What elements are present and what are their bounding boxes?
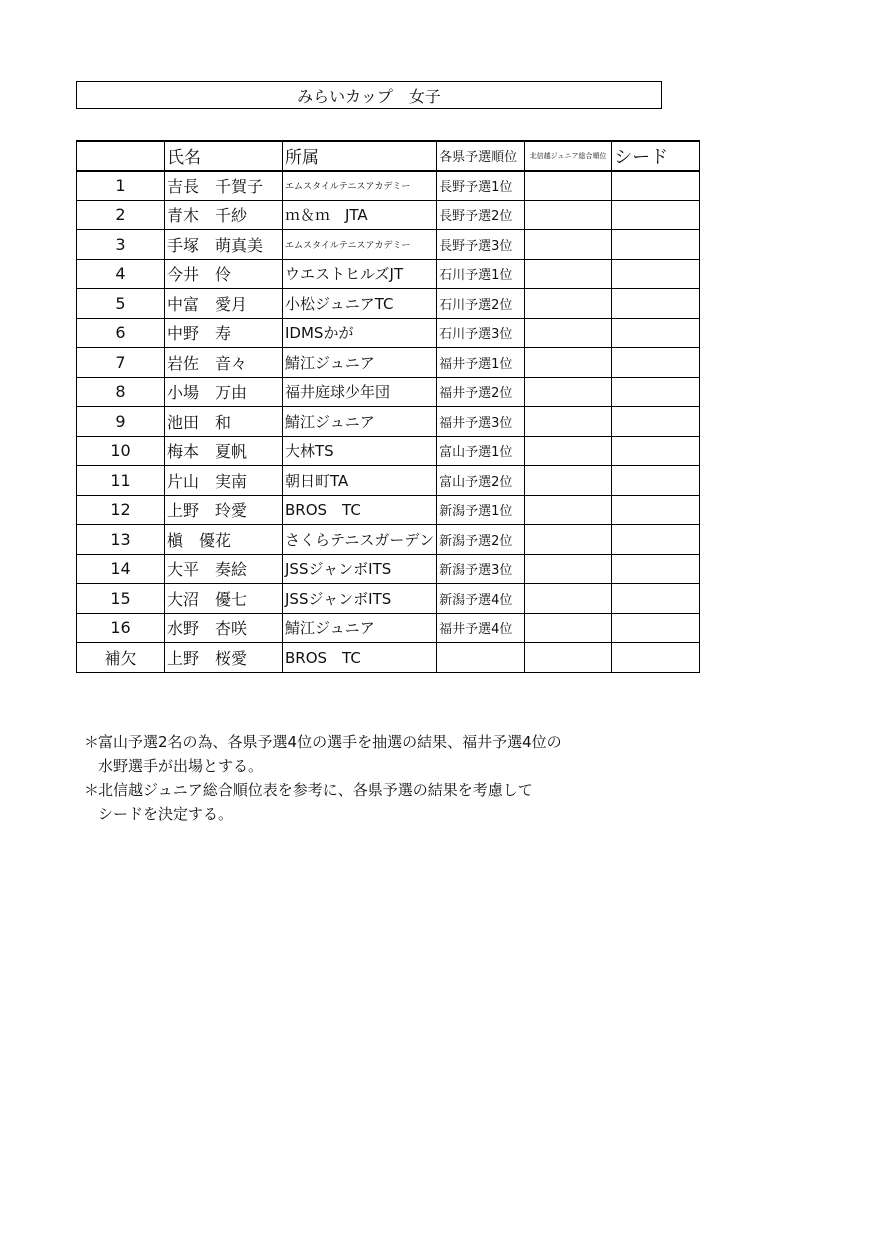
cell-affiliation: 鯖江ジュニア bbox=[283, 407, 437, 437]
cell-seed bbox=[612, 318, 700, 348]
table-row bbox=[77, 318, 700, 348]
cell-affiliation: さくらテニスガーデン bbox=[283, 525, 437, 555]
cell-hokushinetsu-rank bbox=[525, 584, 612, 614]
cell-prefecture-rank: 福井予選3位 bbox=[437, 407, 525, 437]
cell-prefecture-rank: 新潟予選4位 bbox=[437, 584, 525, 614]
cell-name: 手塚 萌真美 bbox=[165, 230, 283, 260]
cell-seed bbox=[612, 525, 700, 555]
cell-seed bbox=[612, 289, 700, 319]
cell-seed bbox=[612, 230, 700, 260]
cell-hokushinetsu-rank bbox=[525, 554, 612, 584]
cell-prefecture-rank: 石川予選3位 bbox=[437, 318, 525, 348]
table-row bbox=[77, 289, 700, 319]
cell-affiliation: 鯖江ジュニア bbox=[283, 348, 437, 378]
cell-seed bbox=[612, 613, 700, 643]
cell-affiliation: ｍ＆ｍ JTA bbox=[283, 200, 437, 230]
cell-affiliation: エムスタイルテニスアカデミー bbox=[283, 230, 437, 260]
cell-seed bbox=[612, 495, 700, 525]
cell-number: 1 bbox=[77, 171, 165, 201]
cell-number: 7 bbox=[77, 348, 165, 378]
cell-name: 梅本 夏帆 bbox=[165, 436, 283, 466]
table-row bbox=[77, 554, 700, 584]
header-affiliation: 所属 bbox=[283, 141, 437, 171]
cell-affiliation: エムスタイルテニスアカデミー bbox=[283, 171, 437, 201]
cell-number: 14 bbox=[77, 554, 165, 584]
cell-number: 10 bbox=[77, 436, 165, 466]
cell-affiliation: 大林TS bbox=[283, 436, 437, 466]
cell-prefecture-rank: 石川予選1位 bbox=[437, 259, 525, 289]
cell-number: 11 bbox=[77, 466, 165, 496]
cell-hokushinetsu-rank bbox=[525, 200, 612, 230]
cell-seed bbox=[612, 407, 700, 437]
cell-name: 槇 優花 bbox=[165, 525, 283, 555]
cell-prefecture-rank: 福井予選1位 bbox=[437, 348, 525, 378]
cell-hokushinetsu-rank bbox=[525, 407, 612, 437]
table-row bbox=[77, 200, 700, 230]
table-row bbox=[77, 171, 700, 201]
cell-name: 上野 桜愛 bbox=[165, 643, 283, 673]
cell-affiliation: 朝日町TA bbox=[283, 466, 437, 496]
cell-hokushinetsu-rank bbox=[525, 495, 612, 525]
cell-affiliation: 鯖江ジュニア bbox=[283, 613, 437, 643]
cell-affiliation: IDMSかが bbox=[283, 318, 437, 348]
header-seed: シード bbox=[612, 141, 700, 171]
cell-number: 16 bbox=[77, 613, 165, 643]
cell-hokushinetsu-rank bbox=[525, 436, 612, 466]
cell-affiliation: JSSジャンボITS bbox=[283, 584, 437, 614]
cell-number: 5 bbox=[77, 289, 165, 319]
cell-name: 片山 実南 bbox=[165, 466, 283, 496]
cell-prefecture-rank: 福井予選4位 bbox=[437, 613, 525, 643]
table-row bbox=[77, 230, 700, 260]
cell-affiliation: 小松ジュニアTC bbox=[283, 289, 437, 319]
cell-seed bbox=[612, 200, 700, 230]
roster-body bbox=[77, 171, 700, 673]
cell-seed bbox=[612, 259, 700, 289]
cell-number: 補欠 bbox=[77, 643, 165, 673]
cell-number: 6 bbox=[77, 318, 165, 348]
cell-name: 水野 杏咲 bbox=[165, 613, 283, 643]
cell-prefecture-rank: 長野予選2位 bbox=[437, 200, 525, 230]
document-title: みらいカップ 女子 bbox=[76, 81, 662, 109]
cell-number: 3 bbox=[77, 230, 165, 260]
table-row bbox=[77, 613, 700, 643]
header-name: 氏名 bbox=[165, 141, 283, 171]
cell-prefecture-rank: 石川予選2位 bbox=[437, 289, 525, 319]
table-row bbox=[77, 259, 700, 289]
note-text: 北信越ジュニア総合順位表を参考に、各県予選の結果を考慮して シードを決定する。 bbox=[98, 781, 533, 823]
table-row bbox=[77, 407, 700, 437]
cell-affiliation: 福井庭球少年団 bbox=[283, 377, 437, 407]
cell-hokushinetsu-rank bbox=[525, 289, 612, 319]
cell-hokushinetsu-rank bbox=[525, 643, 612, 673]
cell-prefecture-rank: 富山予選2位 bbox=[437, 466, 525, 496]
notes bbox=[84, 730, 684, 826]
note-text: 富山予選2名の為、各県予選4位の選手を抽選の結果、福井予選4位の 水野選手が出場とする。 bbox=[98, 733, 562, 775]
cell-number: 9 bbox=[77, 407, 165, 437]
cell-hokushinetsu-rank bbox=[525, 613, 612, 643]
cell-seed bbox=[612, 554, 700, 584]
cell-name: 小場 万由 bbox=[165, 377, 283, 407]
cell-hokushinetsu-rank bbox=[525, 230, 612, 260]
cell-prefecture-rank: 新潟予選1位 bbox=[437, 495, 525, 525]
cell-seed bbox=[612, 643, 700, 673]
cell-seed bbox=[612, 466, 700, 496]
table-header-row bbox=[77, 141, 700, 171]
table-row bbox=[77, 348, 700, 378]
note-mark: ＊ bbox=[84, 781, 100, 799]
cell-prefecture-rank: 福井予選2位 bbox=[437, 377, 525, 407]
cell-seed bbox=[612, 436, 700, 466]
header-hokushinetsu-rank: 北信越ジュニア総合順位 bbox=[525, 141, 612, 171]
table-row bbox=[77, 377, 700, 407]
cell-name: 大平 奏絵 bbox=[165, 554, 283, 584]
cell-prefecture-rank: 富山予選1位 bbox=[437, 436, 525, 466]
cell-name: 大沼 優七 bbox=[165, 584, 283, 614]
cell-seed bbox=[612, 171, 700, 201]
cell-affiliation: BROS TC bbox=[283, 495, 437, 525]
cell-number: 12 bbox=[77, 495, 165, 525]
cell-hokushinetsu-rank bbox=[525, 525, 612, 555]
cell-hokushinetsu-rank bbox=[525, 466, 612, 496]
cell-affiliation: BROS TC bbox=[283, 643, 437, 673]
cell-number: 2 bbox=[77, 200, 165, 230]
cell-seed bbox=[612, 584, 700, 614]
table-row bbox=[77, 584, 700, 614]
cell-name: 今井 伶 bbox=[165, 259, 283, 289]
cell-prefecture-rank: 新潟予選2位 bbox=[437, 525, 525, 555]
table-row bbox=[77, 495, 700, 525]
cell-name: 池田 和 bbox=[165, 407, 283, 437]
cell-prefecture-rank: 長野予選3位 bbox=[437, 230, 525, 260]
cell-prefecture-rank: 長野予選1位 bbox=[437, 171, 525, 201]
table-row bbox=[77, 525, 700, 555]
header-prefecture-rank: 各県予選順位 bbox=[437, 141, 525, 171]
cell-name: 中野 寿 bbox=[165, 318, 283, 348]
cell-number: 8 bbox=[77, 377, 165, 407]
cell-prefecture-rank: 新潟予選3位 bbox=[437, 554, 525, 584]
cell-hokushinetsu-rank bbox=[525, 318, 612, 348]
note-mark: ＊ bbox=[84, 733, 100, 751]
roster-table bbox=[76, 140, 700, 673]
table-row bbox=[77, 643, 700, 673]
cell-name: 上野 玲愛 bbox=[165, 495, 283, 525]
cell-number: 13 bbox=[77, 525, 165, 555]
cell-hokushinetsu-rank bbox=[525, 348, 612, 378]
cell-prefecture-rank bbox=[437, 643, 525, 673]
cell-seed bbox=[612, 377, 700, 407]
cell-name: 岩佐 音々 bbox=[165, 348, 283, 378]
cell-name: 中富 愛月 bbox=[165, 289, 283, 319]
cell-affiliation: JSSジャンボITS bbox=[283, 554, 437, 584]
cell-hokushinetsu-rank bbox=[525, 377, 612, 407]
cell-name: 吉長 千賀子 bbox=[165, 171, 283, 201]
note-item bbox=[84, 778, 684, 826]
header-number bbox=[77, 141, 165, 171]
cell-name: 青木 千紗 bbox=[165, 200, 283, 230]
cell-seed bbox=[612, 348, 700, 378]
cell-affiliation: ウエストヒルズJT bbox=[283, 259, 437, 289]
table-row bbox=[77, 466, 700, 496]
cell-hokushinetsu-rank bbox=[525, 259, 612, 289]
cell-hokushinetsu-rank bbox=[525, 171, 612, 201]
table-row bbox=[77, 436, 700, 466]
note-item bbox=[84, 730, 684, 778]
cell-number: 15 bbox=[77, 584, 165, 614]
cell-number: 4 bbox=[77, 259, 165, 289]
